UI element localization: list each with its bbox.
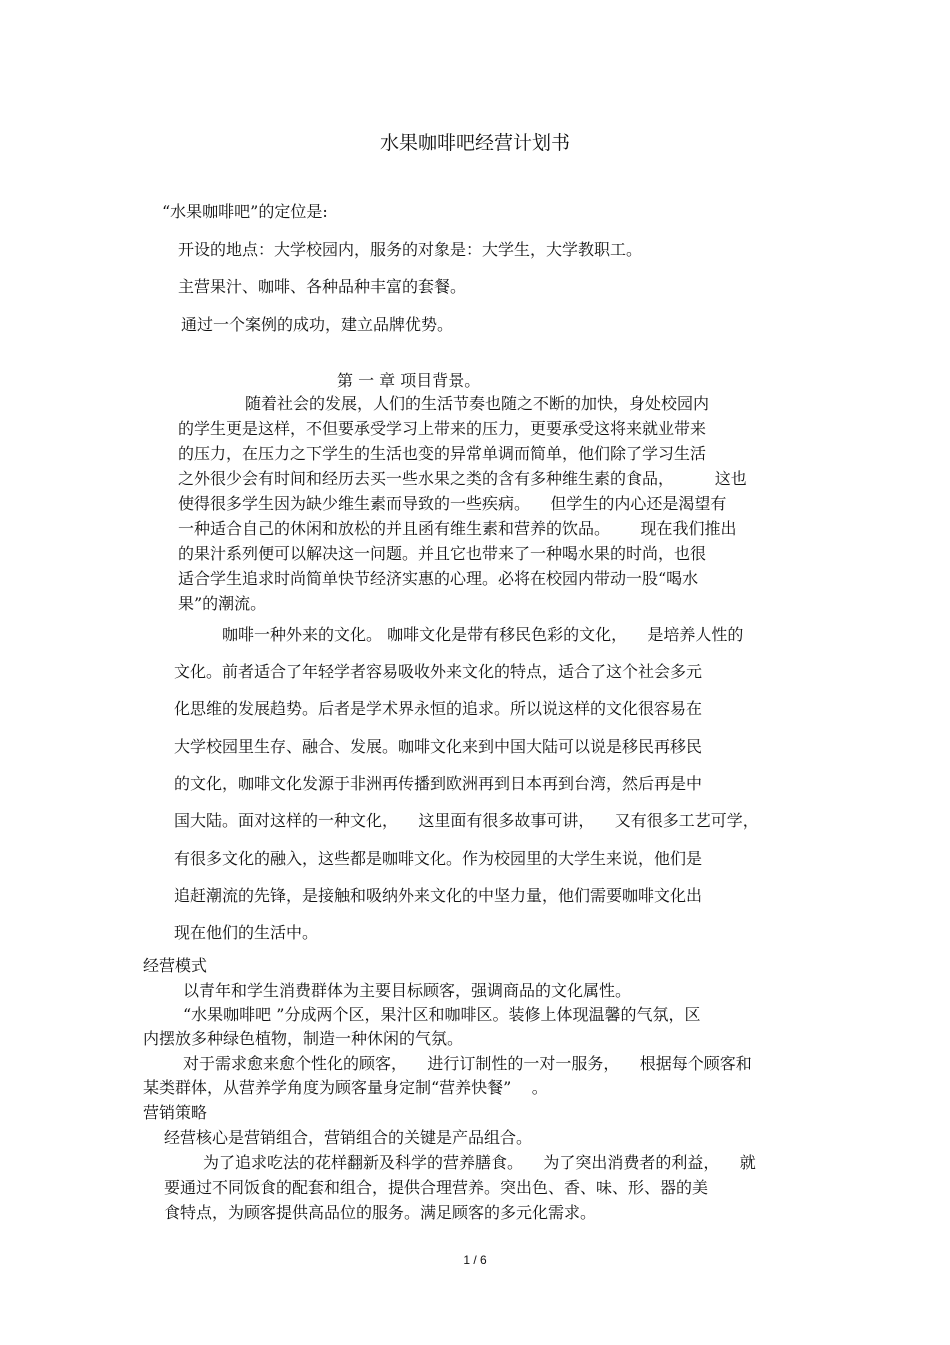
paragraph-line: 有很多文化的融入，这些都是咖啡文化。作为校园里的大学生来说，他们是 — [174, 849, 703, 868]
paragraph-line: 的果汁系列便可以解决这一问题。并且它也带来了一种喝水果的时尚，也很 — [178, 544, 707, 563]
paragraph-line: 适合学生追求时尚简单快节经济实惠的心理。必将在校园内带动一股“喝水 — [178, 569, 699, 588]
section-heading: 营销策略 — [143, 1103, 208, 1122]
paragraph-line: 为了追求吃法的花样翻新及科学的营养膳食。 为了突出消费者的利益， 就 — [203, 1153, 756, 1172]
paragraph-line: 果”的潮流。 — [178, 594, 267, 613]
positioning-item: 主营果汁、咖啡、各种品种丰富的套餐。 — [178, 277, 467, 296]
paragraph-line: 的压力，在压力之下学生的生活也变的异常单调而简单，他们除了学习生活 — [178, 444, 707, 463]
paragraph-line: 追赶潮流的先锋，是接触和吸纳外来文化的中坚力量，他们需要咖啡文化出 — [174, 886, 703, 905]
section-heading: 经营模式 — [143, 956, 208, 975]
page-title: 水果咖啡吧经营计划书 — [379, 132, 570, 154]
paragraph-line: 国大陆。面对这样的一种文化， 这里面有很多故事可讲， 又有很多工艺可学， — [174, 811, 759, 830]
chapter-heading: 第 一 章 项目背景。 — [337, 371, 481, 390]
paragraph-line: 某类群体，从营养学角度为顾客量身定制“营养快餐” 。 — [143, 1078, 548, 1097]
positioning-item: 通过一个案例的成功，建立品牌优势。 — [181, 315, 454, 334]
paragraph-line: 大学校园里生存、融合、发展。咖啡文化来到中国大陆可以说是移民再移民 — [174, 737, 703, 756]
paragraph-line: 对于需求愈来愈个性化的顾客， 进行订制性的一对一服务， 根据每个顾客和 — [183, 1054, 752, 1073]
paragraph-line: 内摆放多种绿色植物，制造一种休闲的气氛。 — [143, 1029, 464, 1048]
paragraph-line: 咖啡一种外来的文化。 咖啡文化是带有移民色彩的文化， 是培养人性的 — [222, 625, 744, 644]
paragraph-line: 的文化，咖啡文化发源于非洲再传播到欧洲再到日本再到台湾，然后再是中 — [174, 774, 703, 793]
paragraph-line: 现在他们的生活中。 — [174, 923, 319, 942]
paragraph-line: 以青年和学生消费群体为主要目标顾客，强调商品的文化属性。 — [183, 981, 632, 1000]
paragraph-line: 化思维的发展趋势。后者是学术界永恒的追求。所以说这样的文化很容易在 — [174, 699, 703, 718]
paragraph-line: 的学生更是这样，不但要承受学习上带来的压力，更要承受这将来就业带来 — [178, 419, 707, 438]
page-number: 1 / 6 — [463, 1253, 487, 1267]
paragraph-line: 之外很少会有时间和经历去买一些水果之类的含有多种维生素的食品， 这也 — [178, 469, 747, 488]
paragraph-line: “水果咖啡吧 ”分成两个区，果汁区和咖啡区。装修上体现温馨的气氛，区 — [183, 1005, 701, 1024]
paragraph-line: 要通过不同饭食的配套和组合，提供合理营养。突出色、香、味、形、器的美 — [164, 1178, 709, 1197]
paragraph-line: 食特点，为顾客提供高品位的服务。满足顾客的多元化需求。 — [164, 1203, 597, 1222]
paragraph-line: 随着社会的发展，人们的生活节奏也随之不断的加快，身处校园内 — [245, 394, 710, 413]
paragraph-line: 使得很多学生因为缺少维生素而导致的一些疾病。 但学生的内心还是渴望有 — [178, 494, 727, 513]
paragraph-line: 经营核心是营销组合，营销组合的关键是产品组合。 — [164, 1128, 533, 1147]
paragraph-line: 文化。前者适合了年轻学者容易吸收外来文化的特点，适合了这个社会多元 — [174, 662, 703, 681]
paragraph-line: 一种适合自己的休闲和放松的并且函有维生素和营养的饮品。 现在我们推出 — [178, 519, 737, 538]
positioning-heading: “水果咖啡吧”的定位是: — [162, 202, 328, 221]
positioning-item: 开设的地点：大学校园内，服务的对象是：大学生，大学教职工。 — [178, 240, 643, 259]
